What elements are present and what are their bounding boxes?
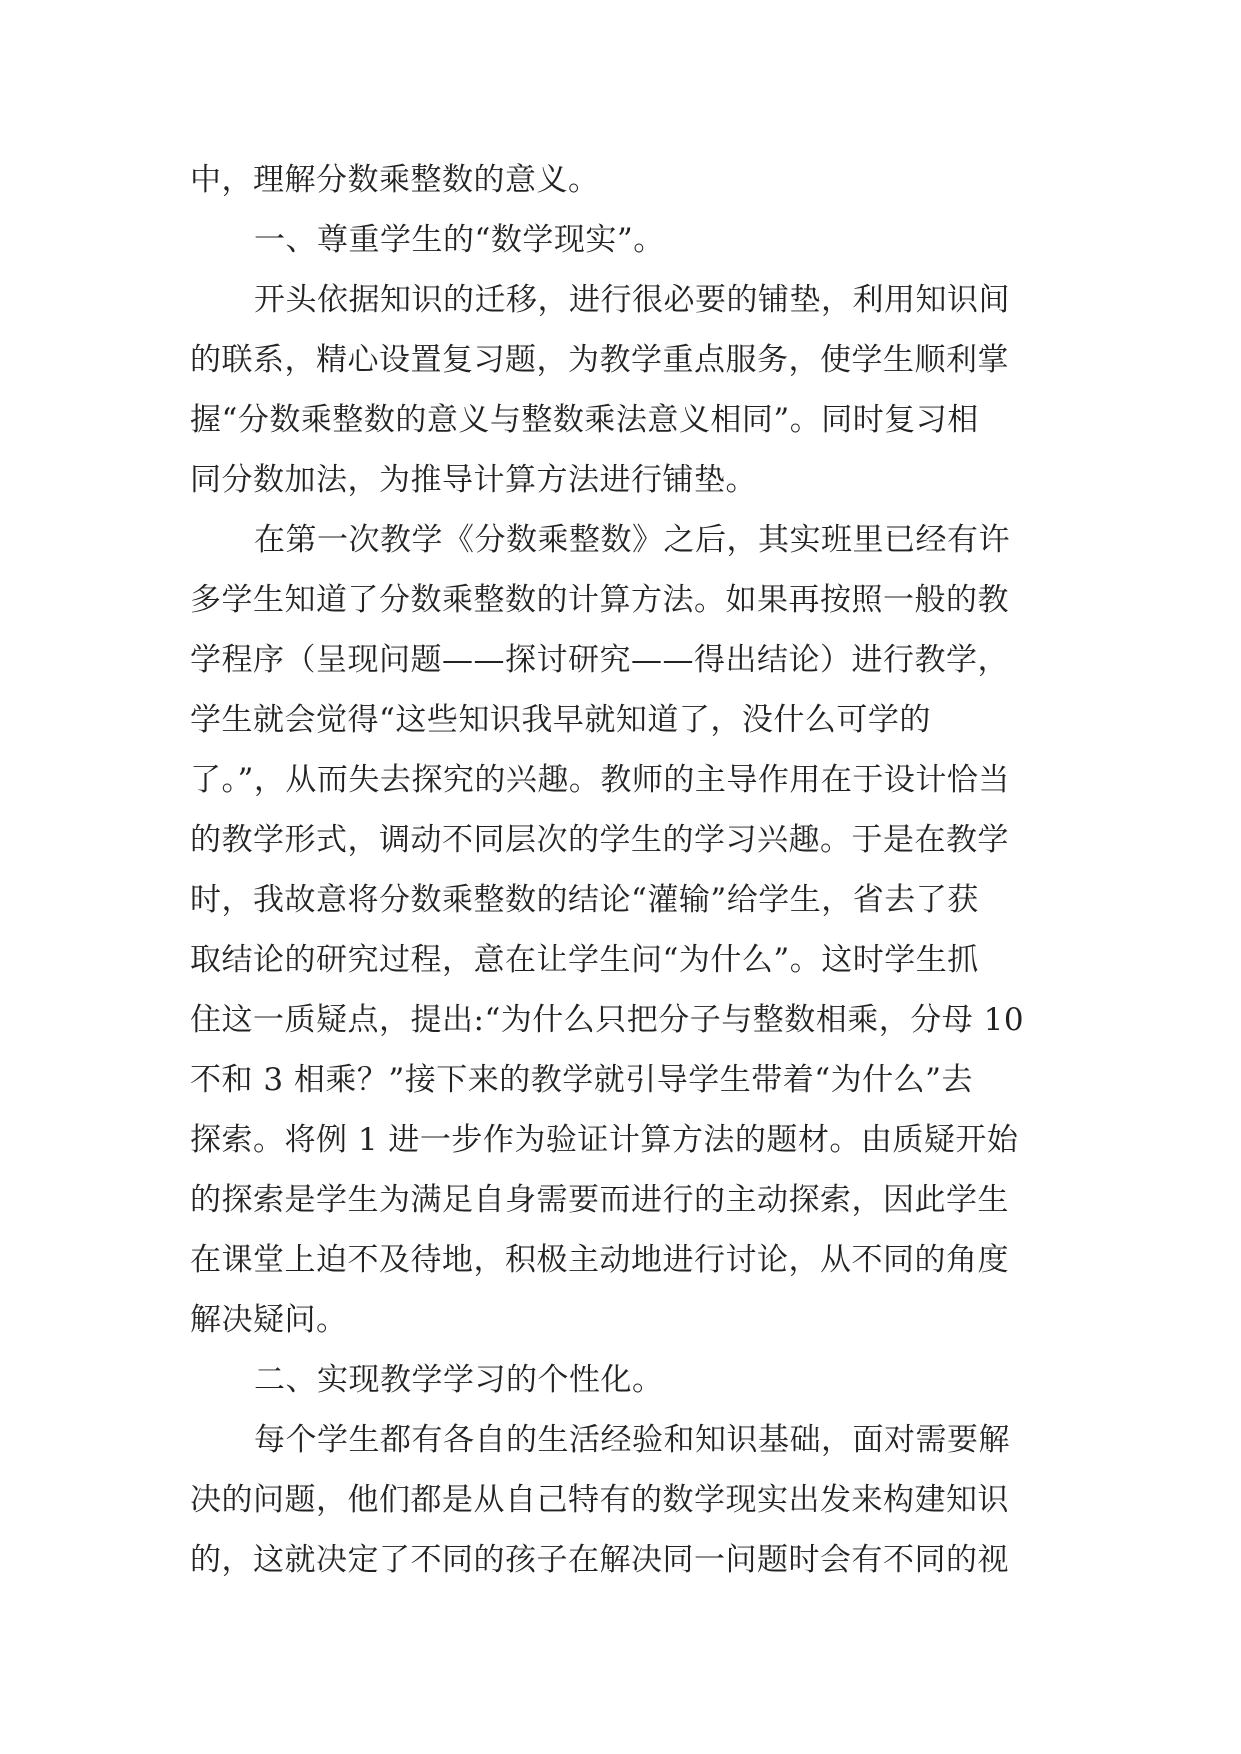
paragraph-start: 每个学生都有各自的生活经验和知识基础，面对需要解 [254,1422,1010,1458]
text-line: 在课堂上迫不及待地，积极主动地进行讨论，从不同的角度 [190,1242,1009,1278]
text-line: 解决疑问。 [190,1302,348,1338]
text-line: 的探索是学生为满足自身需要而进行的主动探索，因此学生 [190,1182,1009,1218]
document-body [190,150,1060,1590]
section-heading-2: 二、实现教学学习的个性化。 [254,1362,664,1398]
text-line: 探索。将例 1 进一步作为验证计算方法的题材。由质疑开始 [190,1122,1019,1158]
text-line: 的教学形式，调动不同层次的学生的学习兴趣。于是在教学 [190,822,1009,858]
text-line: 住这一质疑点，提出:“为什么只把分子与整数相乘，分母 10 [190,1002,1025,1038]
text-line: 时，我故意将分数乘整数的结论“灌输”给学生，省去了获 [190,882,979,918]
paragraph-start: 在第一次教学《分数乘整数》之后，其实班里已经有许 [254,522,1010,558]
text-line: 学生就会觉得“这些知识我早就知道了，没什么可学的 [190,702,931,738]
paragraph-start: 开头依据知识的迁移，进行很必要的铺垫，利用知识间 [254,282,1010,318]
text-line: 的，这就决定了不同的孩子在解决同一问题时会有不同的视 [190,1542,1009,1578]
text-line: 取结论的研究过程，意在让学生问“为什么”。这时学生抓 [190,942,979,978]
text-line: 的联系，精心设置复习题，为教学重点服务，使学生顺利掌 [190,342,1009,378]
text-line: 决的问题，他们都是从自己特有的数学现实出发来构建知识 [190,1482,1009,1518]
text-line: 中，理解分数乘整数的意义。 [190,162,600,198]
text-line: 同分数加法，为推导计算方法进行铺垫。 [190,462,757,498]
text-line: 学程序（呈现问题——探讨研究——得出结论）进行教学， [190,642,1009,678]
text-line: 握“分数乘整数的意义与整数乘法意义相同”。同时复习相 [190,402,979,438]
text-line: 多学生知道了分数乘整数的计算方法。如果再按照一般的教 [190,582,1009,618]
text-line: 了。”，从而失去探究的兴趣。教师的主导作用在于设计恰当 [190,762,1010,798]
section-heading-1: 一、尊重学生的“数学现实”。 [254,222,665,258]
text-line: 不和 3 相乘？”接下来的教学就引导学生带着“为什么”去 [190,1062,973,1098]
